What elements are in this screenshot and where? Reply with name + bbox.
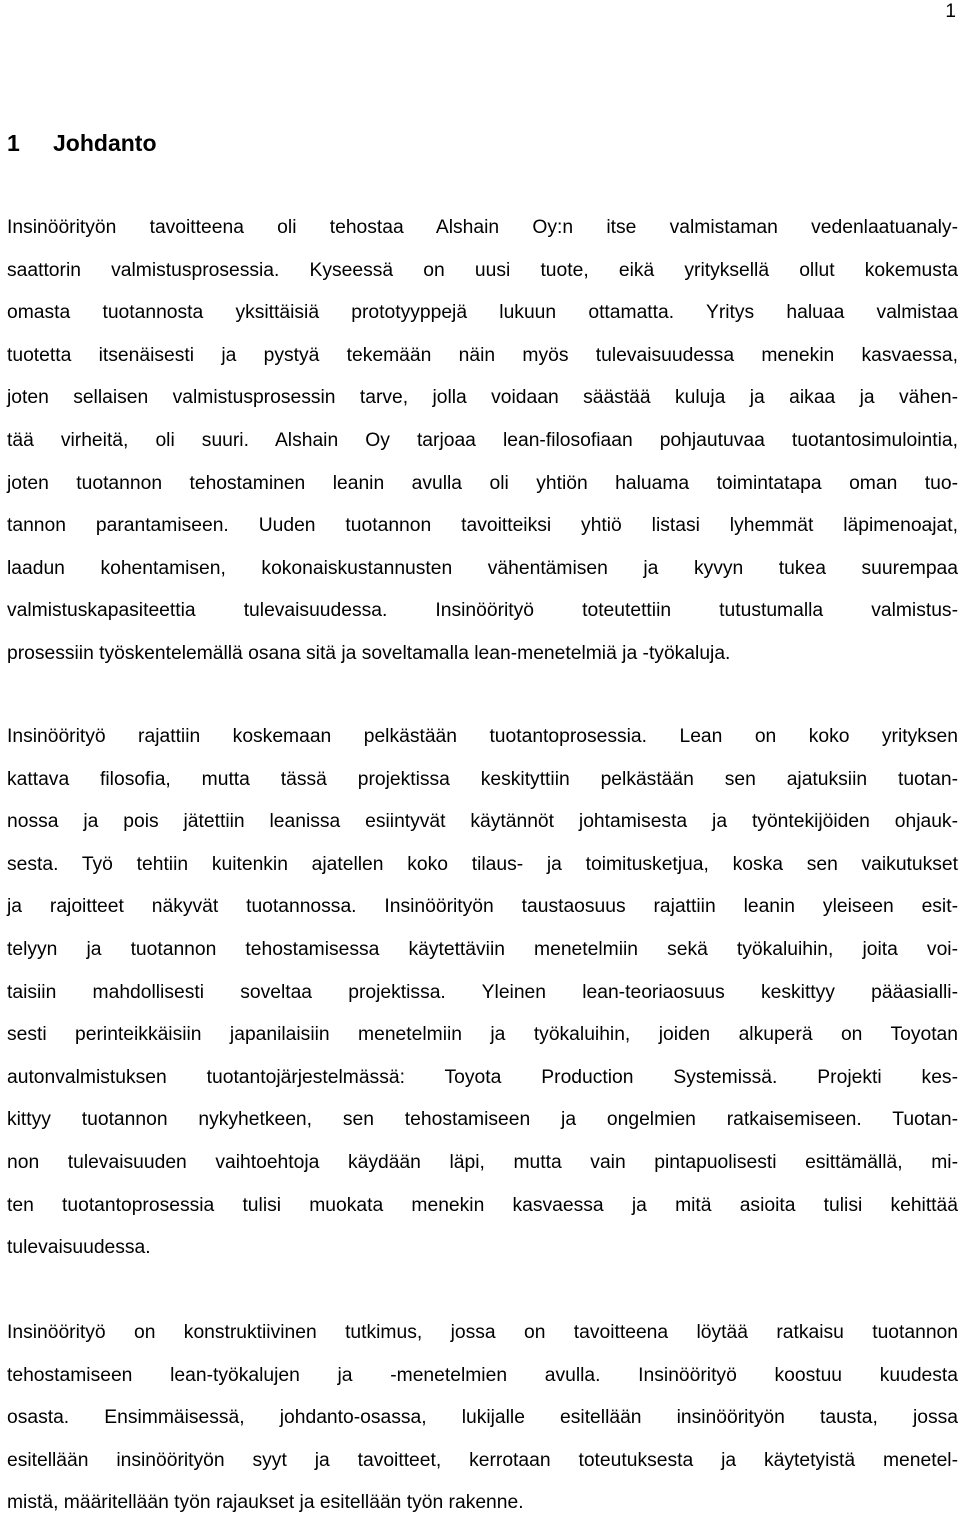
paragraph-line: tuotetta itsenäisesti ja pystyä tekemään näin myös tulevaisuudessa menekin kasvaessa,: [7, 344, 958, 366]
paragraph-line: Insinöörityön tavoitteena oli tehostaa Alshain Oy:n itse valmistaman vedenlaatuanaly-: [7, 217, 958, 238]
paragraph-line: valmistuskapasiteettia tulevaisuudessa. Insinöörityö toteutettiin tutustumalla valmistus-: [7, 600, 958, 622]
chapter-heading: [7, 128, 157, 158]
paragraph-line: kattava filosofia, mutta tässä projektissa keskityttiin pelkästään sen ajatuksiin tuotan-: [7, 768, 958, 790]
paragraph-line: joten sellaisen valmistusprosessin tarve, jolla voidaan säästää kuluja ja aikaa ja vähen-: [7, 387, 958, 409]
paragraph-line: ten tuotantoprosessia tulisi muokata menekin kasvaessa ja mitä asioita tulisi kehittää: [7, 1194, 958, 1216]
chapter-number: 1: [7, 130, 20, 156]
paragraph-line: tehostamiseen lean-työkalujen ja -menetelmien avulla. Insinöörityö koostuu kuudesta: [7, 1364, 958, 1386]
paragraph-line: tannon parantamiseen. Uuden tuotannon tavoitteiksi yhtiö listasi lyhemmät läpimenoajat,: [7, 515, 958, 537]
paragraph-line: ja rajoitteet näkyvät tuotannossa. Insinöörityön taustaosuus rajattiin leanin yleiseen esit-: [7, 896, 958, 918]
page-number: 1: [945, 1, 956, 22]
paragraph-structure: [7, 1312, 958, 1525]
paragraph-line: omasta tuotannosta yksittäisiä prototyyppejä lukuun ottamatta. Yritys haluaa valmistaa: [7, 302, 958, 324]
paragraph-line: Insinöörityö on konstruktiivinen tutkimus, jossa on tavoitteena löytää ratkaisu tuotannon: [7, 1322, 958, 1343]
chapter-title: Johdanto: [53, 130, 157, 156]
paragraph-line: tää virheitä, oli suuri. Alshain Oy tarjoaa lean-filosofiaan pohjautuvaa tuotantosimulointia,: [7, 429, 958, 451]
paragraph-line: nossa ja pois jätettiin leanissa esiintyvät käytännöt johtamisesta ja työntekijöiden ohjauk-: [7, 811, 958, 833]
paragraph-line: non tulevaisuuden vaihtoehtoja käydään läpi, mutta vain pintapuolisesti esittämällä, mi-: [7, 1151, 958, 1173]
paragraph-line: esitellään insinöörityön syyt ja tavoitteet, kerrotaan toteutuksesta ja käytetyistä menetel-: [7, 1449, 958, 1471]
paragraph-line: saattorin valmistusprosessia. Kyseessä on uusi tuote, eikä yrityksellä ollut kokemusta: [7, 259, 958, 281]
paragraph-line: sesta. Työ tehtiin kuitenkin ajatellen koko tilaus- ja toimitusketjua, koska sen vaikutukset: [7, 853, 958, 875]
paragraph-line: telyyn ja tuotannon tehostamisessa käytettäviin menetelmiin sekä työkaluihin, joita voi-: [7, 938, 958, 960]
paragraph-line: kittyy tuotannon nykyhetkeen, sen tehostamiseen ja ongelmien ratkaisemiseen. Tuotan-: [7, 1109, 958, 1131]
paragraph-line: sesti perinteikkäisiin japanilaisiin menetelmiin ja työkaluihin, joiden alkuperä on Toyotan: [7, 1024, 958, 1046]
paragraph-line: laadun kohentamisen, kokonaiskustannusten vähentämisen ja kyvyn tukea suurempaa: [7, 557, 958, 579]
paragraph-scope: [7, 716, 958, 1270]
paragraph-line: mistä, määritellään työn rajaukset ja esitellään työn rakenne.: [7, 1492, 524, 1514]
paragraph-line: prosessiin työskentelemällä osana sitä ja soveltamalla lean-menetelmiä ja -työkaluja.: [7, 642, 731, 664]
paragraph-line: Insinöörityö rajattiin koskemaan pelkästään tuotantoprosessia. Lean on koko yrityksen: [7, 726, 958, 747]
paragraph-line: joten tuotannon tehostaminen leanin avulla oli yhtiön haluama toimintatapa oman tuo-: [7, 472, 958, 494]
paragraph-introduction: [7, 207, 958, 676]
paragraph-line: taisiin mahdollisesti soveltaa projektissa. Yleinen lean-teoriaosuus keskittyy pääasialli-: [7, 981, 958, 1003]
paragraph-line: tulevaisuudessa.: [7, 1237, 151, 1259]
paragraph-line: osasta. Ensimmäisessä, johdanto-osassa, lukijalle esitellään insinöörityön tausta, jossa: [7, 1407, 958, 1429]
paragraph-line: autonvalmistuksen tuotantojärjestelmässä: Toyota Production Systemissä. Projekti kes-: [7, 1066, 958, 1088]
